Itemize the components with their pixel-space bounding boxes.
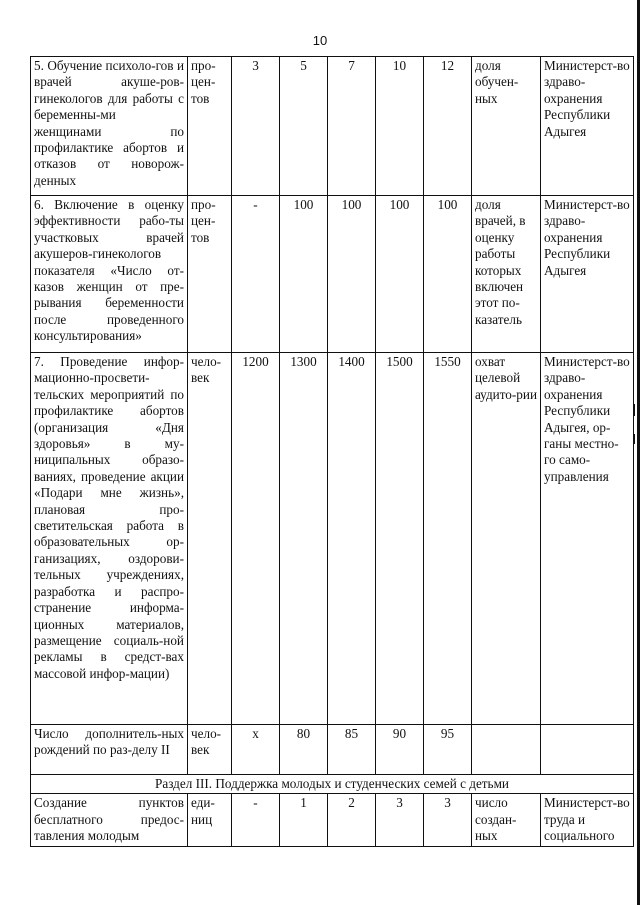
table-row: [31, 794, 634, 846]
indicator-cell: доля врачей, в оценку работы которых включен этот по-казатель: [472, 196, 541, 353]
indicator-cell: число создан-ных: [472, 794, 541, 846]
scan-artifact-mark: [633, 404, 635, 416]
indicator-cell: доля обучен-ных: [472, 57, 541, 196]
responsible-cell: Министерст-во здраво-охранения Республики Адыгея: [541, 196, 634, 353]
measure-name: 5. Обучение психоло-гов и врачей акуше-ров-гинекологов для работы с беременны-ми женщинами по профилактике абортов и отказов от новорож-денных: [31, 57, 188, 196]
value-cell: 3: [376, 794, 424, 846]
unit-cell: еди-ниц: [188, 794, 232, 846]
value-cell: 2: [328, 794, 376, 846]
value-cell: 95: [424, 725, 472, 775]
indicator-cell: [472, 725, 541, 775]
value-cell: х: [232, 725, 280, 775]
value-cell: 1500: [376, 353, 424, 725]
value-cell: 12: [424, 57, 472, 196]
measures-table: [30, 56, 634, 847]
measure-name: Число дополнитель-ных рождений по раз-делу II: [31, 725, 188, 775]
value-cell: -: [232, 196, 280, 353]
value-cell: 100: [424, 196, 472, 353]
value-cell: 80: [280, 725, 328, 775]
table-row: [31, 57, 634, 196]
value-cell: 100: [376, 196, 424, 353]
value-cell: 1400: [328, 353, 376, 725]
measure-name: 7. Проведение инфор-мационно-просвети-тельских мероприятий по профилактике абортов (организация «Дня здоровья» в му-ниципальных образо-ваниях, проведение акции «Подари мне жизнь», плановая про-светительская работа в образовательных ор-ганизациях, оздорови-тельных учреждениях, разработка и распро-странение информа-ционных материалов, размещение социаль-ной рекламы в средст-вах массовой инфор-мации): [31, 353, 188, 725]
value-cell: 1: [280, 794, 328, 846]
value-cell: 5: [280, 57, 328, 196]
value-cell: 100: [280, 196, 328, 353]
value-cell: 7: [328, 57, 376, 196]
value-cell: 90: [376, 725, 424, 775]
table-row: [31, 725, 634, 775]
unit-cell: про-цен-тов: [188, 57, 232, 196]
table-row: [31, 353, 634, 725]
value-cell: 3: [232, 57, 280, 196]
value-cell: -: [232, 794, 280, 846]
responsible-cell: Министерст-во здраво-охранения Республики Адыгея, ор-ганы местно-го само-управления: [541, 353, 634, 725]
indicator-cell: охват целевой аудито-рии: [472, 353, 541, 725]
section-title: Раздел III. Поддержка молодых и студенческих семей с детьми: [31, 775, 634, 794]
measure-name: Создание пунктов бесплатного предос-тавления молодым: [31, 794, 188, 846]
value-cell: 10: [376, 57, 424, 196]
value-cell: 100: [328, 196, 376, 353]
page-number: 10: [312, 33, 328, 48]
scan-artifact-mark: [633, 434, 635, 444]
value-cell: 1200: [232, 353, 280, 725]
responsible-cell: [541, 725, 634, 775]
measure-name: 6. Включение в оценку эффективности рабо-ты участковых врачей акушеров-гинекологов показателя «Число от-казов женщин от пре-рывания беременности после проведенного консультирования»: [31, 196, 188, 353]
table-row: [31, 196, 634, 353]
value-cell: 85: [328, 725, 376, 775]
responsible-cell: Министерст-во труда и социального: [541, 794, 634, 846]
unit-cell: про-цен-тов: [188, 196, 232, 353]
value-cell: 1300: [280, 353, 328, 725]
value-cell: 3: [424, 794, 472, 846]
unit-cell: чело-век: [188, 353, 232, 725]
responsible-cell: Министерст-во здраво-охранения Республики Адыгея: [541, 57, 634, 196]
section-header-row: [31, 775, 634, 794]
unit-cell: чело-век: [188, 725, 232, 775]
value-cell: 1550: [424, 353, 472, 725]
